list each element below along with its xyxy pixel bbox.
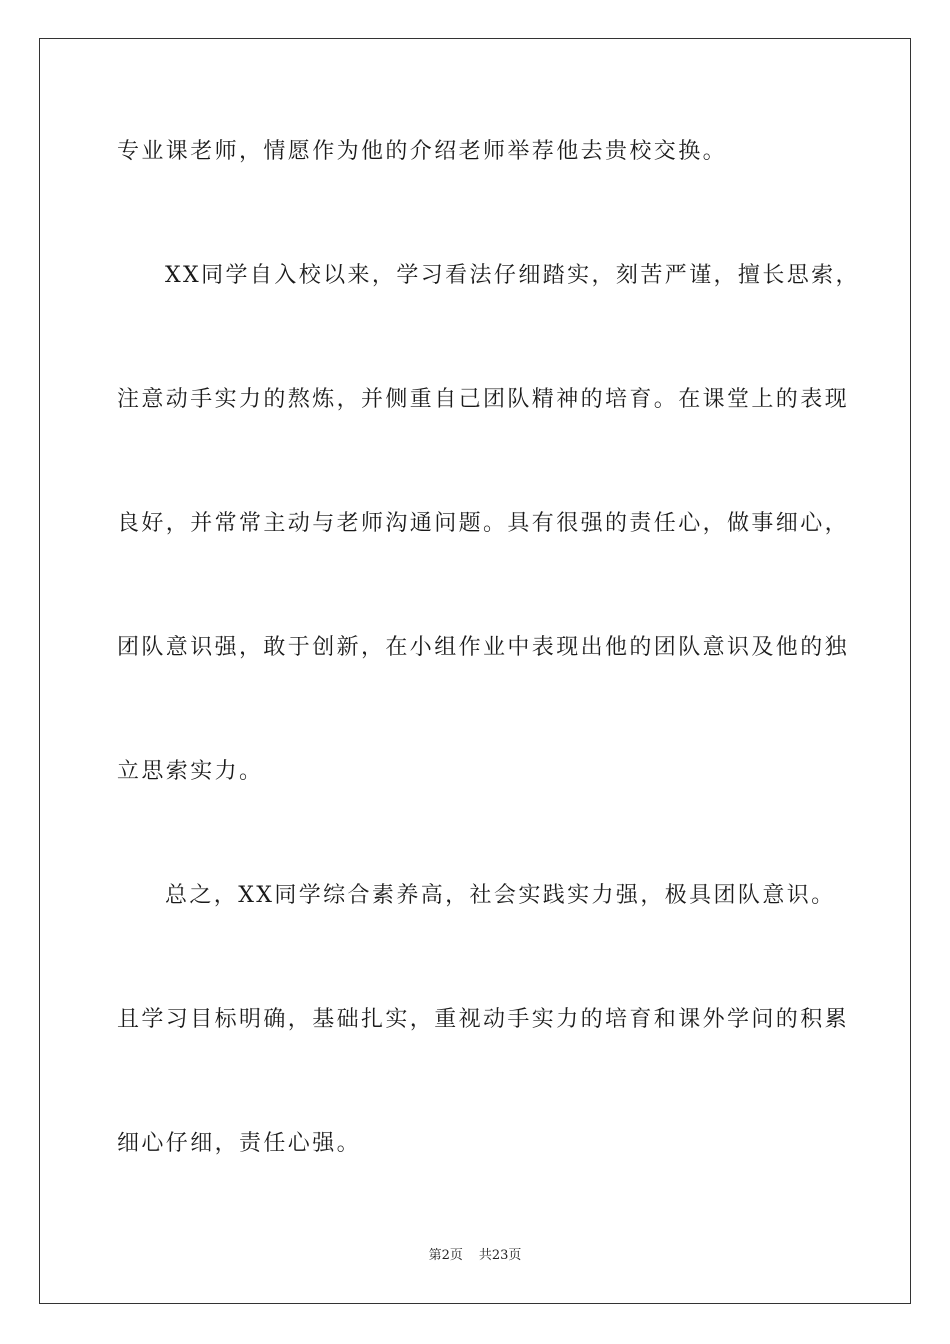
page-total: 共23页: [478, 1248, 522, 1263]
paragraph-line-2: XX同学自入校以来，学习看法仔细踏实，刻苦严谨，擅长思索，: [165, 263, 860, 288]
page-footer: [0, 1247, 950, 1265]
paragraph-line-7: 总之，XX同学综合素养高，社会实践实力强，极具团队意识。: [165, 883, 836, 908]
paragraph-line-4: 良好，并常常主动与老师沟通问题。具有很强的责任心，做事细心，: [117, 511, 850, 536]
paragraph-line-9: 细心仔细，责任心强。: [117, 1131, 362, 1156]
paragraph-line-8: 且学习目标明确，基础扎实，重视动手实力的培育和课外学问的积累: [117, 1007, 850, 1032]
page-border: [39, 38, 911, 1304]
paragraph-line-6: 立思索实力。: [117, 759, 264, 784]
paragraph-line-1: 专业课老师，情愿作为他的介绍老师举荐他去贵校交换。: [117, 139, 728, 164]
paragraph-line-5: 团队意识强，敢于创新，在小组作业中表现出他的团队意识及他的独: [117, 635, 850, 660]
paragraph-line-3: 注意动手实力的熬炼，并侧重自己团队精神的培育。在课堂上的表现: [117, 387, 850, 412]
page-number: 第2页: [428, 1248, 463, 1263]
